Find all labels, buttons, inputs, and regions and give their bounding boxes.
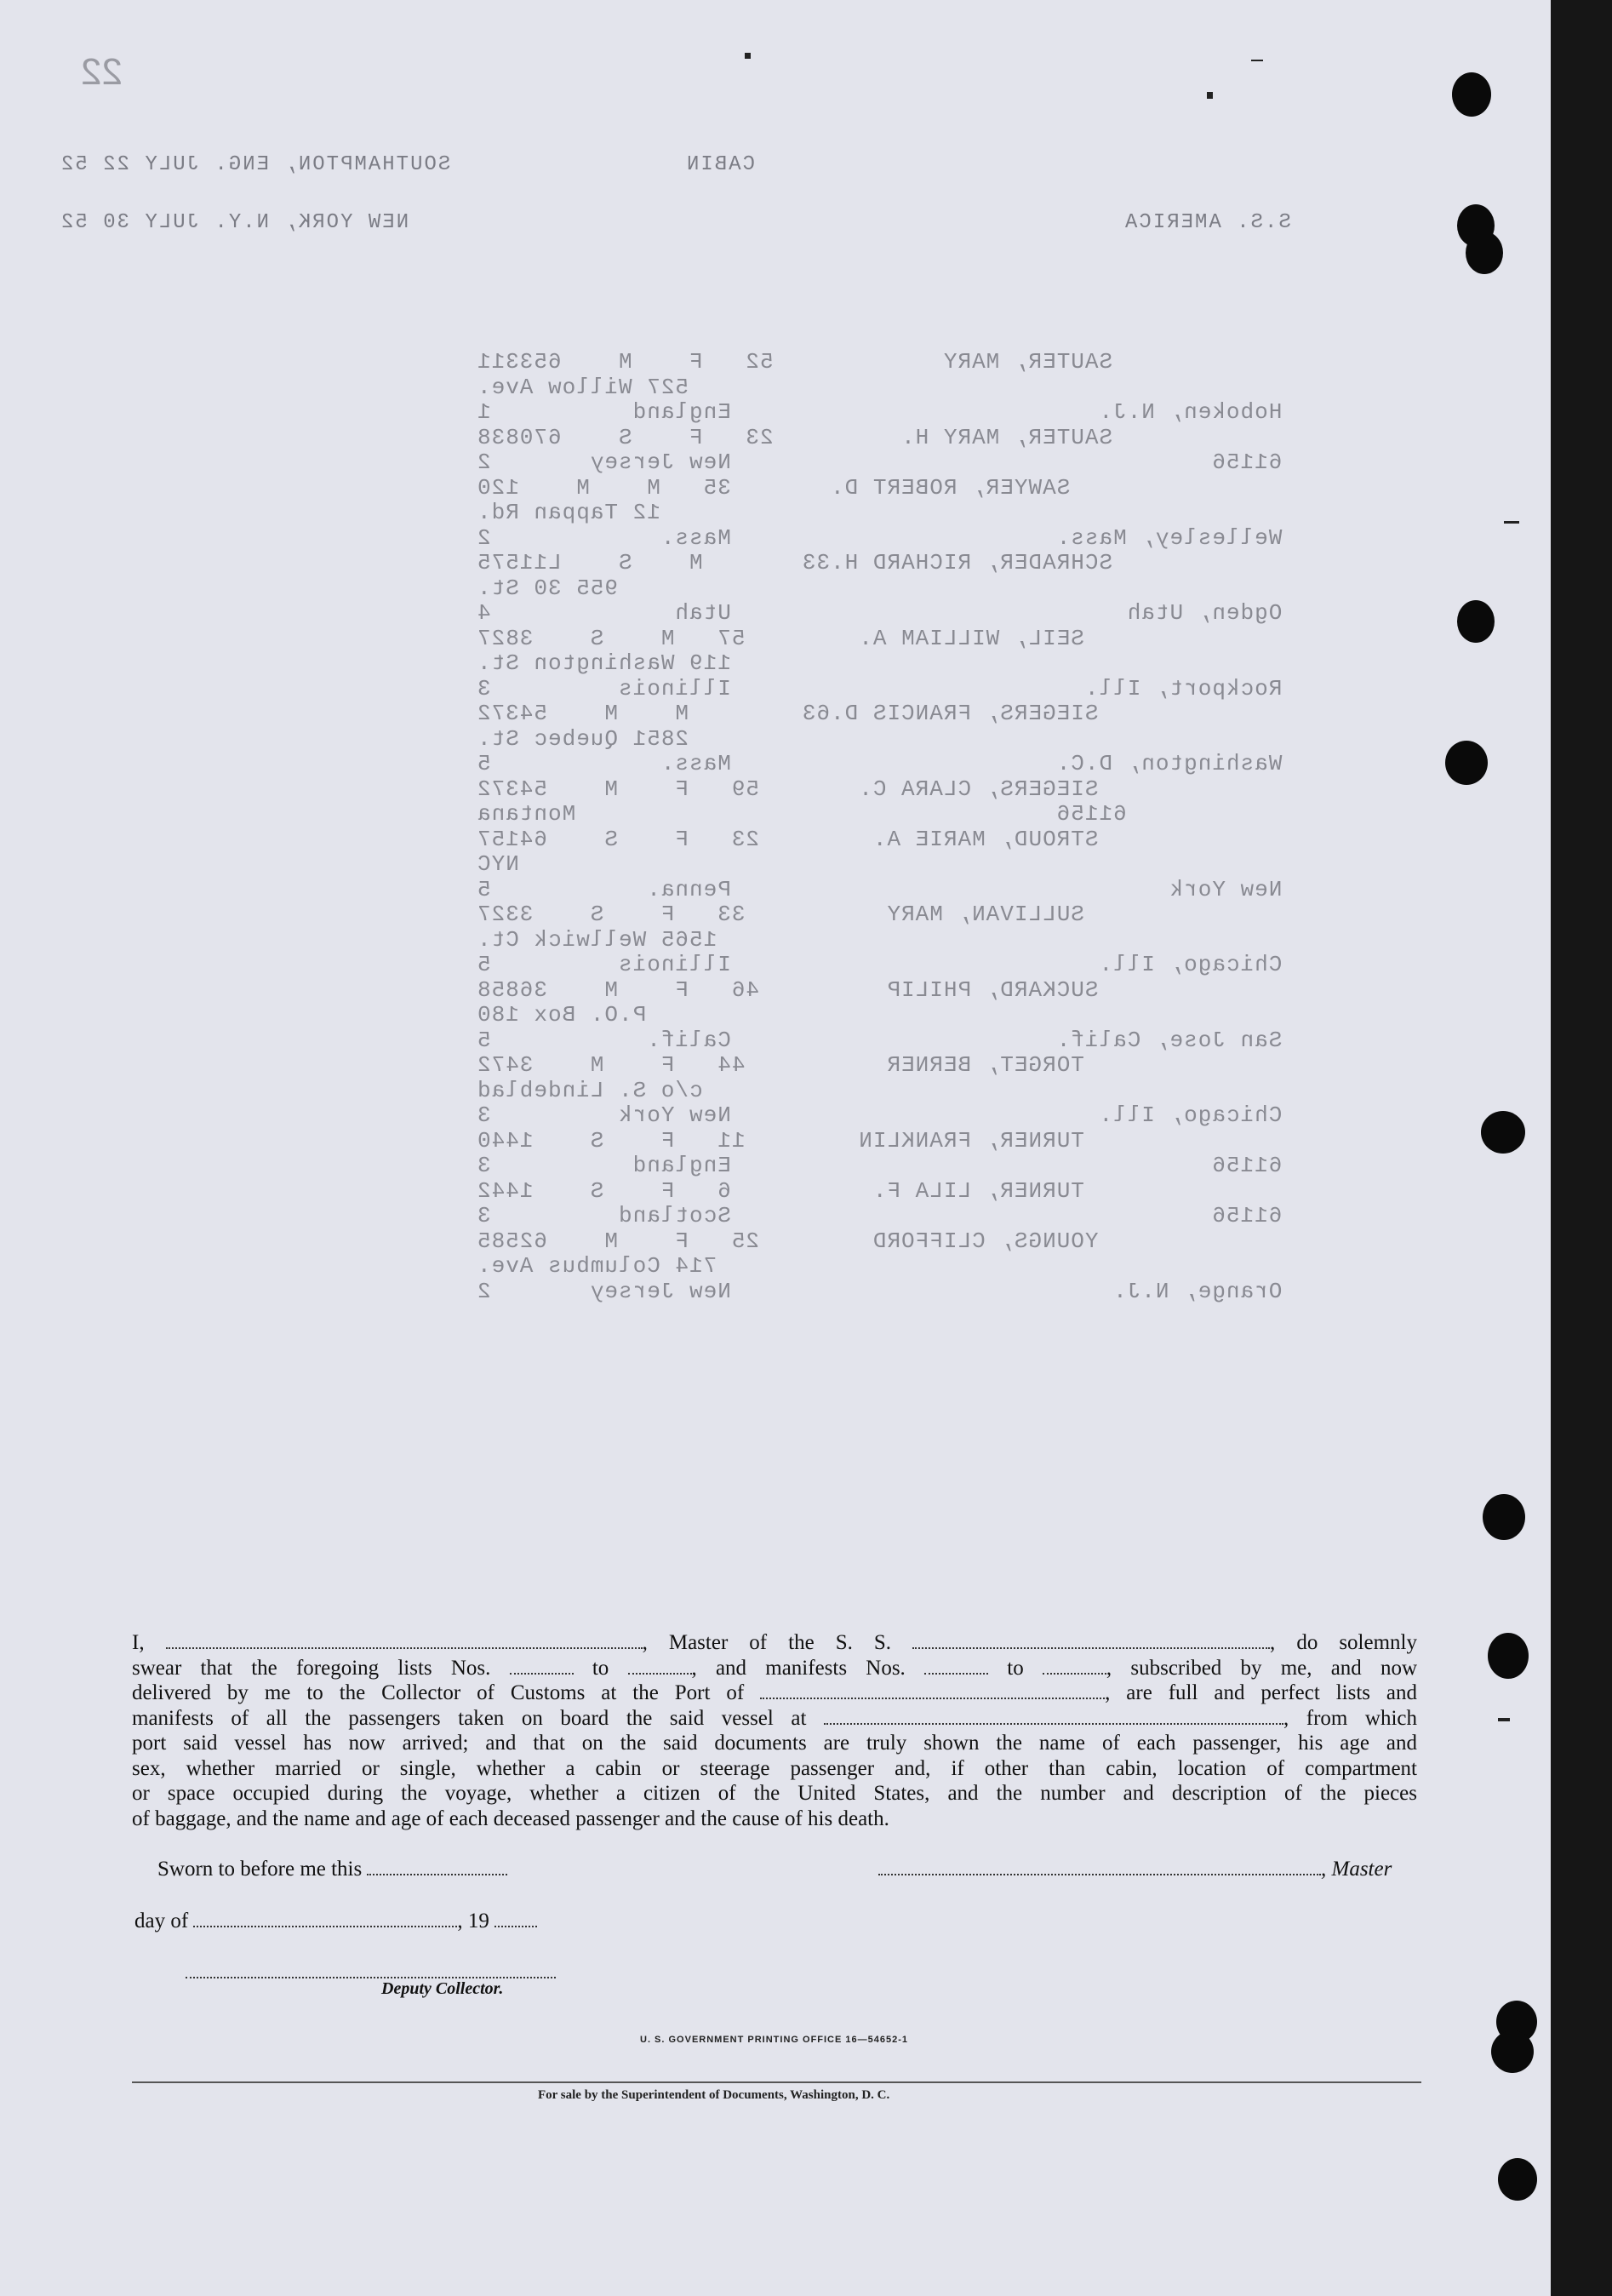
manifest-from-blank xyxy=(924,1658,988,1675)
oath-line-1: I, , Master of the S. S. , do solemnly xyxy=(132,1631,1417,1654)
edge-tick-mark xyxy=(1498,1718,1510,1721)
ink-speck xyxy=(1251,60,1263,61)
bleed-row: SUCKARD, PHILIP 46 F M 36858 xyxy=(477,976,1099,1003)
footer-rule xyxy=(132,2081,1421,2083)
punch-hole xyxy=(1498,2158,1537,2201)
bleed-row: Ogden, Utah Utah 4 xyxy=(477,600,1283,626)
bleed-header-line1-left: SOUTHAMPTON, ENG. JULY 22 52 xyxy=(60,153,451,176)
bleed-row: 527 Willow Ave. xyxy=(477,374,689,400)
bleed-row: YOUNGS, CLIFFORD 25 F M 62585 xyxy=(477,1228,1099,1254)
bleed-row: 61156 Scotland 3 xyxy=(477,1203,1283,1228)
bleed-row: TURNER, FRANKLIN 11 F S 1440 xyxy=(477,1127,1084,1154)
oath-line-3: delivered by me to the Collector of Customs at the Port of , are full and perfect lists and xyxy=(132,1681,1418,1704)
bleed-row: San Jose, Calif. Calif. 5 xyxy=(477,1027,1283,1053)
bleed-row: Orange, N.J. New Jersey 2 xyxy=(477,1278,1283,1304)
page-corner-number: 22 xyxy=(81,51,123,93)
punch-hole xyxy=(1483,1494,1525,1540)
punch-hole xyxy=(1457,600,1495,643)
bleed-row: 714 Columbus Ave. xyxy=(477,1253,717,1279)
punch-hole xyxy=(1466,232,1503,274)
oath-line-7: or space occupied during the voyage, whether a citizen of the United States, and the number and description of the pieces xyxy=(132,1782,1417,1805)
bleed-header-line2-left: NEW YORK, N.Y. JULY 30 52 xyxy=(60,211,409,234)
punch-hole xyxy=(1445,741,1488,785)
bleed-row: SAUTER, MARY 52 F M 653311 xyxy=(477,349,1113,375)
bleed-row: Chicago, Ill. Illinois 5 xyxy=(477,952,1283,977)
bleed-row: STROUD, MARIE A. 23 F S 64157 xyxy=(477,826,1099,852)
bleed-row: SCHRADER, RICHARD H.33 M S L11575 xyxy=(477,550,1113,575)
oath-line-6: sex, whether married or single, whether a cabin or steerage passenger and, if other than cabin, location of compartment xyxy=(132,1756,1417,1780)
bleed-row: 2851 Quebec St. xyxy=(477,725,689,752)
bleed-row: Chicago, Ill. New York 3 xyxy=(477,1102,1283,1128)
footer-sale-note: For sale by the Superintendent of Documents, Washington, D. C. xyxy=(538,2088,890,2102)
master-signature: , Master xyxy=(878,1858,1392,1881)
day-of-label: day of , 19 xyxy=(134,1910,537,1933)
bleed-row: P.O. Box 180 xyxy=(477,1002,647,1028)
bleed-row: SAUTER, MARY H. 23 F S 670838 xyxy=(477,424,1113,450)
punch-hole xyxy=(1491,2030,1534,2073)
bleed-row: NYC xyxy=(477,851,519,877)
sworn-date-blank xyxy=(367,1858,507,1875)
bleed-row: SAWYER, ROBERT D. 35 M M 120 xyxy=(477,474,1071,501)
list-to-blank xyxy=(628,1658,692,1675)
vessel-name-blank xyxy=(912,1632,1270,1649)
bleed-row: 1565 Wellwick Ct. xyxy=(477,926,717,953)
departure-port-blank xyxy=(824,1708,1283,1725)
oath-line-4: manifests of all the passengers taken on board the said vessel at , from which xyxy=(132,1706,1417,1730)
bleed-row: TURNER, LILA F. 6 F S 1442 xyxy=(477,1177,1084,1204)
bleed-row: SEIL, WILLIAM A. 57 M S 3827 xyxy=(477,625,1084,651)
bleed-row: c/o S. Lindeblad xyxy=(477,1077,703,1103)
bleed-row: TORGET, BERNER 44 F M 3472 xyxy=(477,1052,1084,1078)
sworn-label: Sworn to before me this xyxy=(157,1858,507,1881)
ink-speck xyxy=(745,53,751,59)
list-from-blank xyxy=(510,1658,574,1675)
bleed-row: 119 Washington St. xyxy=(477,650,731,676)
bleed-row: New York Penna. 5 xyxy=(477,876,1283,902)
oath-line-8: of baggage, and the name and age of each deceased passenger and the cause of his death. xyxy=(132,1806,889,1830)
deputy-signature-line xyxy=(186,1977,556,1978)
master-name-blank xyxy=(166,1632,643,1649)
bleed-row: Washington, D.C. Mass. 5 xyxy=(477,751,1283,776)
port-blank xyxy=(760,1682,1105,1699)
bleed-row: SULLIVAN, MARY 33 F S 3327 xyxy=(477,902,1084,927)
oath-line-5: port said vessel has now arrived; and that on the said documents are truly shown the name of each passenger, his age and xyxy=(132,1732,1417,1755)
printer-line: U. S. GOVERNMENT PRINTING OFFICE 16—54652-1 xyxy=(640,2035,909,2045)
bleed-row: 12 Tappan Rd. xyxy=(477,500,660,525)
bleed-header-line1-mid: CABIN xyxy=(685,153,756,176)
bleed-row: SIEGERS, CLARA C. 59 F M 54372 xyxy=(477,776,1099,802)
bleed-row: 61156 Montana xyxy=(477,801,1127,827)
oath-paragraph xyxy=(132,1630,1417,1831)
master-signature-blank xyxy=(878,1858,1321,1875)
deputy-collector-label: Deputy Collector. xyxy=(381,1979,504,1998)
edge-tick-mark xyxy=(1504,521,1519,524)
punch-hole xyxy=(1481,1111,1525,1154)
punch-hole xyxy=(1488,1633,1529,1679)
bleed-row: Rockport, Ill. Illinois 3 xyxy=(477,675,1283,701)
scan-edge xyxy=(1551,0,1612,2296)
bleed-row: Hoboken, N.J. England 1 xyxy=(477,399,1283,425)
bleed-row: 61156 New Jersey 2 xyxy=(477,449,1283,475)
year-blank xyxy=(494,1910,537,1927)
bleed-row: SIEGERS, FRANCIS D.63 M M 54372 xyxy=(477,701,1099,726)
month-blank xyxy=(193,1910,457,1927)
bleed-row: 61156 England 3 xyxy=(477,1153,1283,1178)
oath-line-2: swear that the foregoing lists Nos. to , and manifests Nos. to , subscribed by me, and now xyxy=(132,1656,1418,1680)
ink-speck xyxy=(1207,92,1213,99)
bleed-row: 955 30 St. xyxy=(477,575,619,601)
bleed-header-line2-right: S.S. AMERICA xyxy=(1123,211,1291,234)
bleed-row: Wellesley, Mass. Mass. 2 xyxy=(477,524,1283,551)
manifest-to-blank xyxy=(1043,1658,1106,1675)
punch-hole xyxy=(1452,72,1491,117)
